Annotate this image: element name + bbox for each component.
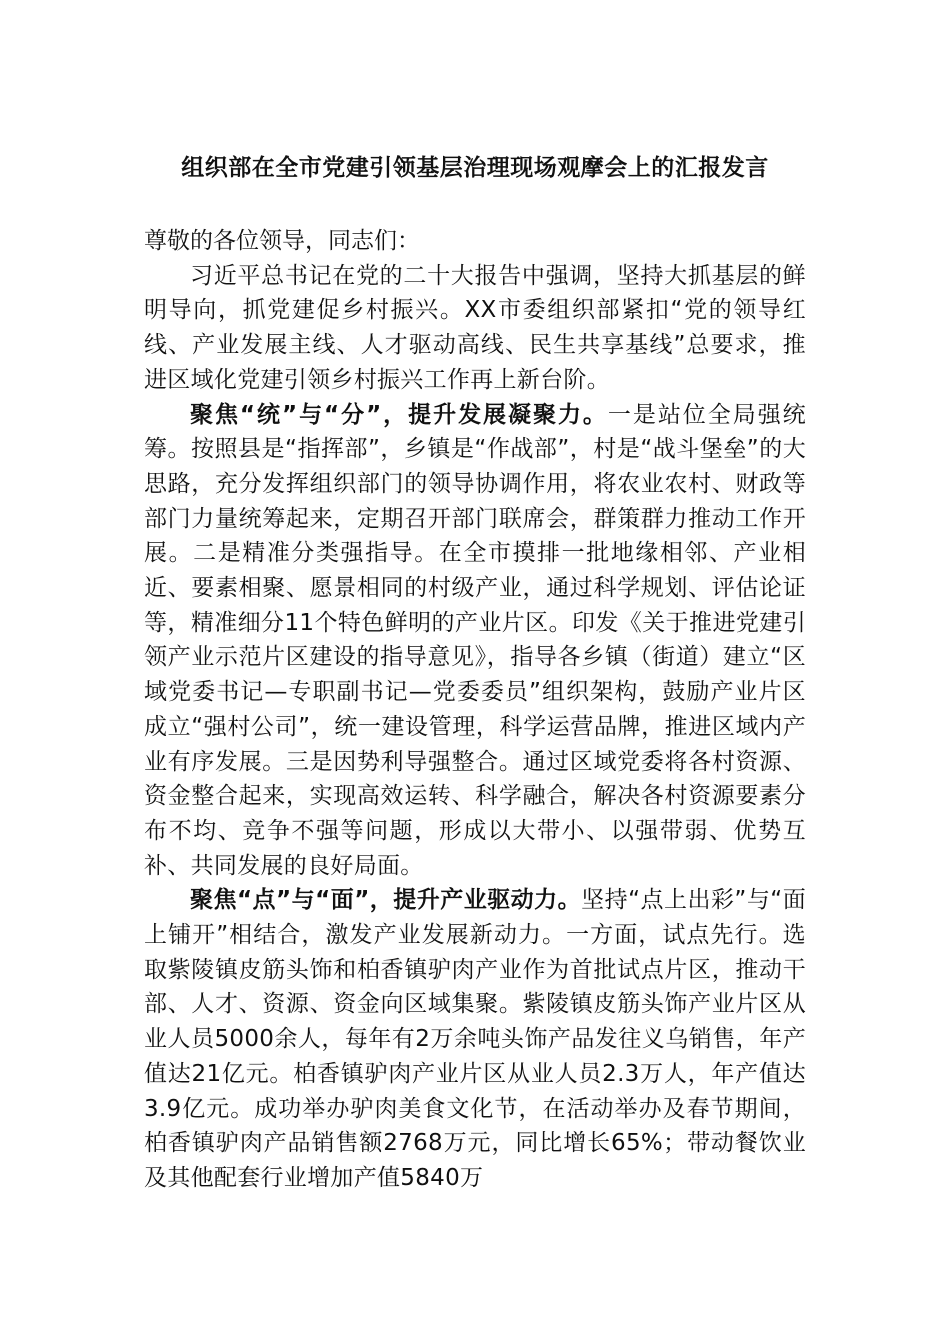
section-1-body: 一是站位全局强统筹。按照县是“指挥部”，乡镇是“作战部”，村是“战斗堡垒”的大思路，充分发挥组织部门的领导协调作用，将农业农村、财政等部门力量统筹起来，定期召开部门联席会，群策群力推动工作开展。二是精准分类强指导。在全市摸排一批地缘相邻、产业相近、要素相聚、愿景相同的村级产业，通过科学规划、评估论证等，精准细分11个特色鲜明的产业片区。印发《关于推进党建引领产业示范片区建设的指导意见》，指导各乡镇（街道）建立“区域党委书记—专职副书记—党委委员”组织架构，鼓励产业片区成立“强村公司”，统一建设管理，科学运营品牌，推进区域内产业有序发展。三是因势利导强整合。通过区域党委将各村资源、资金整合起来，实现高效运转、科学融合，解决各村资源要素分布不均、竞争不强等问题，形成以大带小、以强带弱、优势互补、共同发展的良好局面。 [144,401,806,879]
salutation: 尊敬的各位领导，同志们： [144,228,420,254]
section-2-body: 坚持“点上出彩”与“面上铺开”相结合，激发产业发展新动力。一方面，试点先行。选取紫陵镇皮筋头饰和柏香镇驴肉产业作为首批试点片区，推动干部、人才、资源、资金向区域集聚。紫陵镇皮筋头饰产业片区从业人员5000余人，每年有2万余吨头饰产品发往义乌销售，年产值达21亿元。柏香镇驴肉产业片区从业人员2.3万人，年产值达3.9亿元。成功举办驴肉美食文化节，在活动举办及春节期间，柏香镇驴肉产品销售额2768万元，同比增长65%；带动餐饮业及其他配套行业增加产值5840万 [144,887,807,1191]
section-1-heading: 聚焦“统”与“分”，提升发展凝聚力。 [190,401,608,428]
document-title: 组织部在全市党建引领基层治理现场观摩会上的汇报发言 [181,155,769,181]
section-1-paragraph [144,398,806,884]
document-page [144,150,806,1196]
section-2-paragraph [144,883,806,1195]
section-2-heading: 聚焦“点”与“面”，提升产业驱动力。 [190,887,582,914]
intro-paragraph: 习近平总书记在党的二十大报告中强调，坚持大抓基层的鲜明导向，抓党建促乡村振兴。XX市委组织部紧扣“党的领导红线、产业发展主线、人才驱动高线、民生共享基线”总要求，推进区域化党建引领乡村振兴工作再上新台阶。 [144,262,806,393]
